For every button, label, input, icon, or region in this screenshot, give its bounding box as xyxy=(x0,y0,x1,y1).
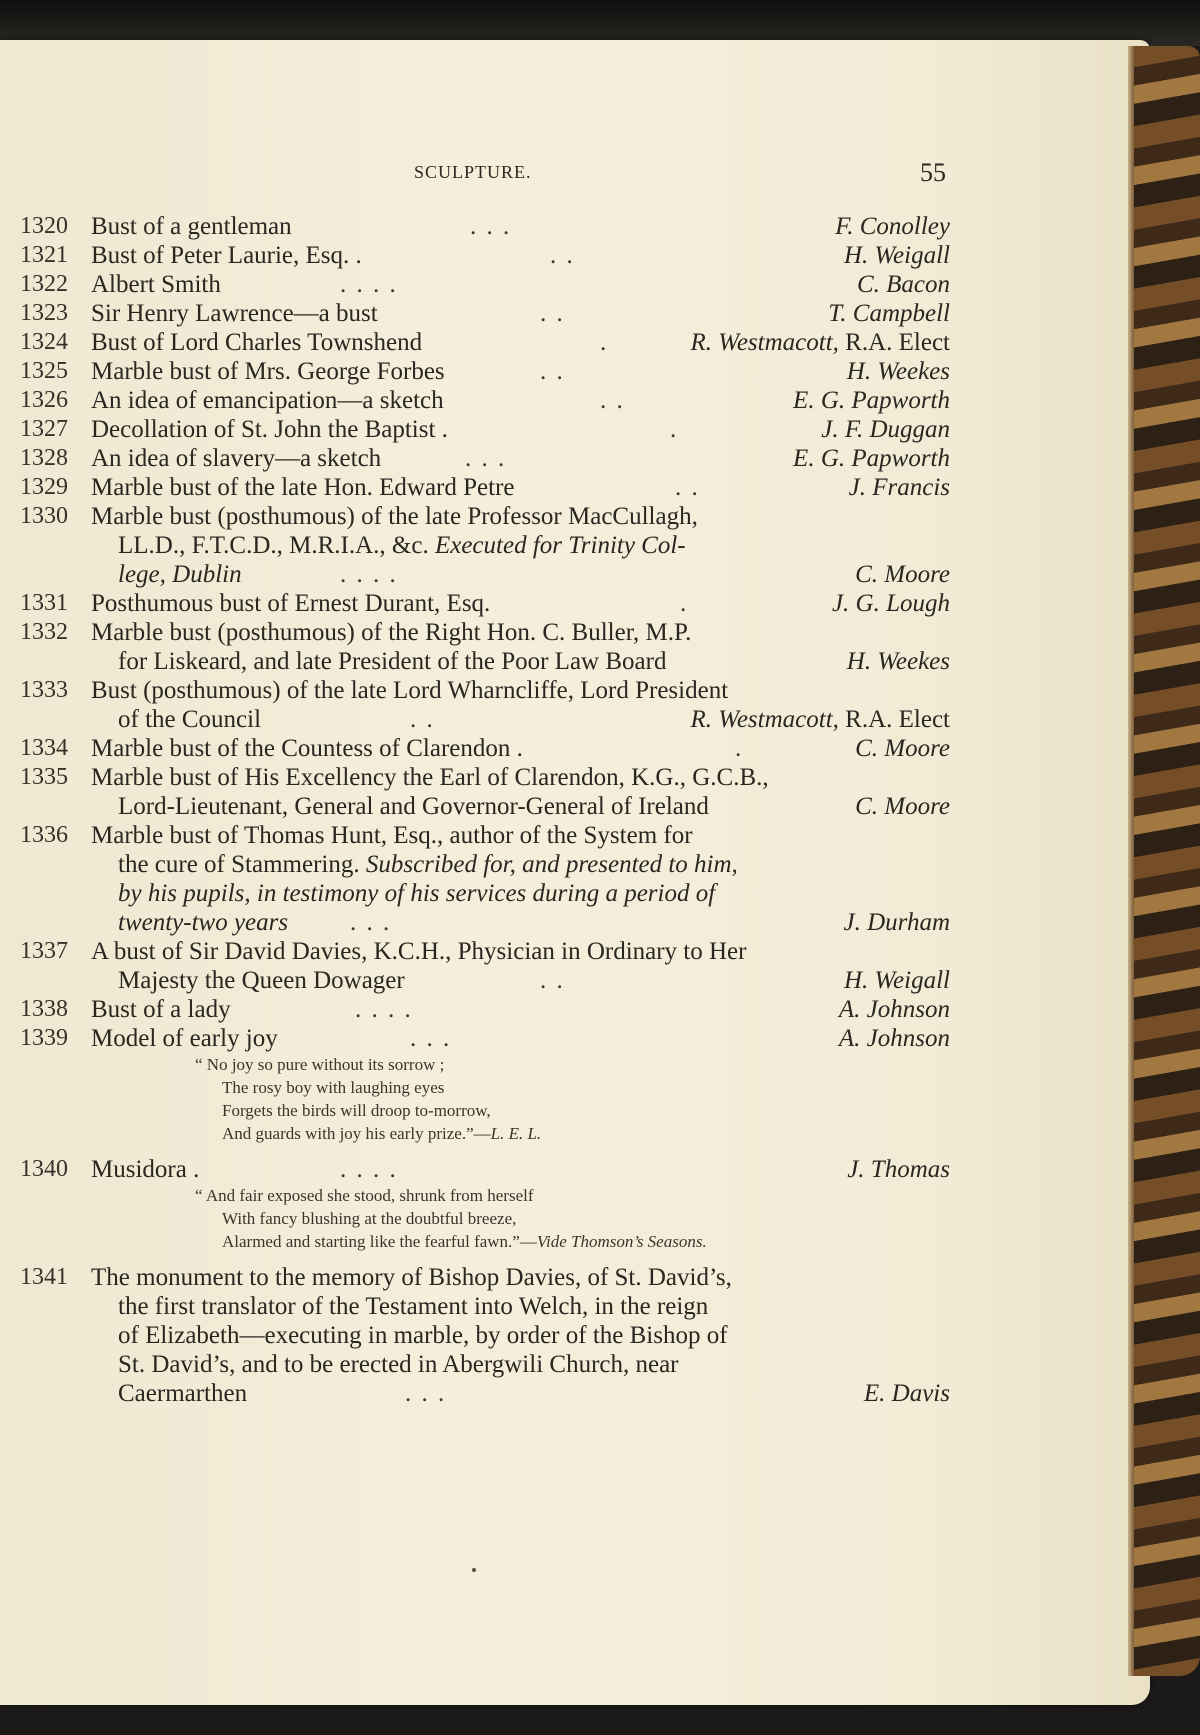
entry-text: A bust of Sir David Davies, K.C.H., Physician in Ordinary to Her xyxy=(91,938,747,965)
verse-line xyxy=(0,1099,1150,1122)
verse-line xyxy=(0,1122,1150,1145)
entry-line xyxy=(0,473,1150,502)
dot-leaders: . xyxy=(600,329,609,356)
artist-name xyxy=(844,908,950,937)
dot-leaders: . xyxy=(735,735,744,762)
entry-line xyxy=(0,1292,1150,1321)
catalogue-number: 1341 xyxy=(20,1264,68,1290)
artist-italic: C. Moore xyxy=(855,735,950,762)
artist-italic: J. G. Lough xyxy=(831,590,950,617)
entry-line xyxy=(0,444,1150,473)
verse-text: And guards with joy his early prize.”—L. E. L. xyxy=(222,1124,542,1143)
entry-line xyxy=(0,647,1150,676)
artist-name xyxy=(855,560,950,589)
artist-name xyxy=(857,270,950,299)
entry-line xyxy=(0,1024,1150,1053)
dot-leaders: . . . xyxy=(405,1380,447,1407)
entry-text: of the Council xyxy=(118,706,262,733)
catalogue-number: 1335 xyxy=(20,764,68,790)
entry-text: An idea of slavery—a sketch xyxy=(91,445,382,472)
catalogue-number: 1334 xyxy=(20,735,68,761)
dot-leaders: . . xyxy=(600,387,625,414)
entry-line xyxy=(0,1321,1150,1350)
dot-leaders: . . . xyxy=(350,909,392,936)
dot-leaders: . . xyxy=(675,474,700,501)
dot-leaders: . . xyxy=(540,300,565,327)
verse-attribution: Vide Thomson’s Seasons. xyxy=(536,1232,707,1251)
entry-line xyxy=(0,1350,1150,1379)
entry-text: Posthumous bust of Ernest Durant, Esq. xyxy=(91,590,491,617)
entry-line xyxy=(0,357,1150,386)
catalogue-number: 1321 xyxy=(20,242,68,268)
entry-line xyxy=(0,734,1150,763)
entry-line xyxy=(0,995,1150,1024)
entry-text: Marble bust of the late Hon. Edward Petre xyxy=(91,474,515,501)
entry-line xyxy=(0,821,1150,850)
artist-italic: F. Conolley xyxy=(835,213,950,240)
dot-leaders: . . . xyxy=(465,445,507,472)
catalogue-number: 1327 xyxy=(20,416,68,442)
artist-italic: J. F. Duggan xyxy=(821,416,950,443)
artist-italic: R. Westmacott, xyxy=(690,329,839,356)
artist-italic: R. Westmacott, xyxy=(690,706,839,733)
catalogue-number: 1323 xyxy=(20,300,68,326)
artist-italic: J. Francis xyxy=(848,474,950,501)
ink-speck xyxy=(472,1568,476,1572)
artist-italic: E. G. Papworth xyxy=(793,445,950,472)
entry-text xyxy=(118,560,242,589)
verse-line xyxy=(0,1076,1150,1099)
artist-name xyxy=(844,966,950,995)
artist-name xyxy=(839,995,950,1024)
verse-attribution: L. E. L. xyxy=(490,1124,542,1143)
catalogue-number: 1320 xyxy=(20,213,68,239)
entry-line xyxy=(0,705,1150,734)
catalogue-number: 1330 xyxy=(20,503,68,529)
entry-text: the first translator of the Testament into Welch, in the reign xyxy=(118,1293,709,1320)
dot-leaders: . . . xyxy=(470,213,512,240)
verse-text: “ No joy so pure without its sorrow ; xyxy=(195,1055,445,1074)
artist-italic: J. Durham xyxy=(843,909,950,936)
entry-line xyxy=(0,618,1150,647)
dot-leaders: . xyxy=(680,590,689,617)
catalogue-number: 1324 xyxy=(20,329,68,355)
entry-text: Bust (posthumous) of the late Lord Wharncliffe, Lord President xyxy=(91,677,729,704)
entry-line xyxy=(0,879,1150,908)
italic-text: Executed for Trinity Col- xyxy=(428,532,686,559)
artist-name xyxy=(691,705,950,734)
dot-leaders: . . xyxy=(410,706,435,733)
artist-name xyxy=(849,473,950,502)
catalogue-number: 1326 xyxy=(20,387,68,413)
dot-leaders: . . . . xyxy=(340,1156,398,1183)
artist-name xyxy=(864,1379,950,1408)
entry-text: Marble bust (posthumous) of the Right Hon. C. Buller, M.P. xyxy=(91,619,692,646)
verse-text: With fancy blushing at the doubtful breeze, xyxy=(222,1209,517,1228)
entry-line xyxy=(0,502,1150,531)
entry-text: Marble bust (posthumous) of the late Professor MacCullagh, xyxy=(91,503,698,530)
catalogue-number: 1333 xyxy=(20,677,68,703)
artist-italic: A. Johnson xyxy=(838,996,950,1023)
entry-text: Bust of Lord Charles Townshend xyxy=(91,329,423,356)
entry-text: Marble bust of Mrs. George Forbes xyxy=(91,358,445,385)
entry-line xyxy=(0,299,1150,328)
entry-line xyxy=(0,328,1150,357)
artist-name xyxy=(847,357,950,386)
entry-line xyxy=(0,763,1150,792)
artist-italic: H. Weigall xyxy=(843,242,950,269)
entry-text: Bust of Peter Laurie, Esq. . xyxy=(91,242,362,269)
catalogue-number: 1332 xyxy=(20,619,68,645)
verse-line xyxy=(0,1207,1150,1230)
artist-name xyxy=(839,1024,950,1053)
artist-italic: A. Johnson xyxy=(838,1025,950,1052)
entry-line xyxy=(0,937,1150,966)
page-number: 55 xyxy=(920,158,946,187)
entry-line xyxy=(0,966,1150,995)
catalogue-number: 1336 xyxy=(20,822,68,848)
entry-text: Decollation of St. John the Baptist . xyxy=(91,416,448,443)
entry-text: Bust of a gentleman xyxy=(91,213,292,240)
catalogue-number: 1322 xyxy=(20,271,68,297)
entry-line xyxy=(0,386,1150,415)
entry-text: Marble bust of His Excellency the Earl of Clarendon, K.G., G.C.B., xyxy=(91,764,769,791)
entry-text: Musidora . xyxy=(91,1156,200,1183)
artist-name xyxy=(793,444,950,473)
dot-leaders: . . . xyxy=(410,1025,452,1052)
entry-text: Majesty the Queen Dowager xyxy=(118,967,405,994)
artist-name xyxy=(691,328,950,357)
entry-text: the cure of Stammering. Subscribed for, and presented to him, xyxy=(118,851,738,878)
artist-name xyxy=(832,589,950,618)
artist-name xyxy=(821,415,950,444)
italic-text: twenty-two years xyxy=(118,909,289,936)
artist-italic: H. Weigall xyxy=(843,967,950,994)
entry-text: LL.D., F.T.C.D., M.R.I.A., &c. Executed for Trinity Col- xyxy=(118,532,686,559)
dot-leaders: . . . . xyxy=(355,996,413,1023)
entry-text: Bust of a lady xyxy=(91,996,231,1023)
dot-leaders: . . xyxy=(540,967,565,994)
dot-leaders: . xyxy=(670,416,679,443)
catalogue-number: 1329 xyxy=(20,474,68,500)
dot-leaders: . . . . xyxy=(340,561,398,588)
entry-text: Caermarthen xyxy=(118,1380,248,1407)
catalogue-number: 1328 xyxy=(20,445,68,471)
entry-text: St. David’s, and to be erected in Abergwili Church, near xyxy=(118,1351,679,1378)
artist-name xyxy=(793,386,950,415)
spacer xyxy=(0,1145,1150,1155)
entry-text: Albert Smith xyxy=(91,271,221,298)
entry-text: Sir Henry Lawrence—a bust xyxy=(91,300,378,327)
verse-line xyxy=(0,1184,1150,1207)
artist-suffix: R.A. Elect xyxy=(838,706,950,733)
entry-text: An idea of emancipation—a sketch xyxy=(91,387,444,414)
entry-text: for Liskeard, and late President of the Poor Law Board xyxy=(118,648,667,675)
catalogue-number: 1337 xyxy=(20,938,68,964)
artist-italic: C. Moore xyxy=(855,561,950,588)
artist-suffix: R.A. Elect xyxy=(838,329,950,356)
entry-text: Model of early joy xyxy=(91,1025,278,1052)
entry-line xyxy=(0,1263,1150,1292)
verse-text: Alarmed and starting like the fearful fawn.”—Vide Thomson’s Seasons. xyxy=(222,1232,707,1251)
italic-text: by his pupils, in testimony of his services during a period of xyxy=(118,880,716,907)
italic-text: Subscribed for, and presented to him, xyxy=(359,851,738,878)
artist-italic: T. Campbell xyxy=(828,300,950,327)
dot-leaders: . . xyxy=(550,242,575,269)
artist-italic: C. Bacon xyxy=(856,271,950,298)
artist-italic: C. Moore xyxy=(855,793,950,820)
catalogue-number: 1338 xyxy=(20,996,68,1022)
catalogue-number: 1331 xyxy=(20,590,68,616)
entry-text: Marble bust of the Countess of Clarendon . xyxy=(91,735,523,762)
entry-text: of Elizabeth—executing in marble, by order of the Bishop of xyxy=(118,1322,728,1349)
dot-leaders: . . . . xyxy=(340,271,398,298)
running-title: SCULPTURE. xyxy=(414,162,532,182)
artist-name xyxy=(847,647,950,676)
artist-name xyxy=(835,212,950,241)
entry-line xyxy=(0,850,1150,879)
artist-italic: J. Thomas xyxy=(847,1156,950,1183)
artist-italic: E. Davis xyxy=(863,1380,950,1407)
artist-name xyxy=(828,299,950,328)
italic-text: lege, Dublin xyxy=(118,561,242,588)
entry-line xyxy=(0,415,1150,444)
entry-line xyxy=(0,531,1150,560)
catalogue-number: 1325 xyxy=(20,358,68,384)
entry-text: Lord-Lieutenant, General and Governor-General of Ireland xyxy=(118,793,709,820)
verse-line xyxy=(0,1230,1150,1253)
verse-line xyxy=(0,1053,1150,1076)
verse-text: “ And fair exposed she stood, shrunk from herself xyxy=(195,1186,534,1205)
entry-line xyxy=(0,1379,1150,1408)
verse-text: Forgets the birds will droop to-morrow, xyxy=(222,1101,491,1120)
artist-name xyxy=(847,1155,950,1184)
catalogue-number: 1339 xyxy=(20,1025,68,1051)
artist-name xyxy=(844,241,950,270)
entry-line xyxy=(0,792,1150,821)
entry-text xyxy=(118,879,715,908)
spacer xyxy=(0,1253,1150,1263)
entry-text: The monument to the memory of Bishop Davies, of St. David’s, xyxy=(91,1264,732,1291)
entry-line xyxy=(0,560,1150,589)
verse-text: The rosy boy with laughing eyes xyxy=(222,1078,445,1097)
entry-line xyxy=(0,908,1150,937)
entry-line xyxy=(0,676,1150,705)
entry-line xyxy=(0,212,1150,241)
entry-line xyxy=(0,589,1150,618)
catalogue-entries xyxy=(0,212,1150,1408)
artist-italic: H. Weekes xyxy=(846,358,950,385)
artist-italic: H. Weekes xyxy=(846,648,950,675)
artist-italic: E. G. Papworth xyxy=(793,387,950,414)
entry-line xyxy=(0,270,1150,299)
entry-text xyxy=(118,908,288,937)
dot-leaders: . . xyxy=(540,358,565,385)
catalogue-number: 1340 xyxy=(20,1156,68,1182)
entry-line xyxy=(0,241,1150,270)
entry-text: Marble bust of Thomas Hunt, Esq., author of the System for xyxy=(91,822,693,849)
artist-name xyxy=(855,792,950,821)
artist-name xyxy=(855,734,950,763)
entry-line xyxy=(0,1155,1150,1184)
running-head xyxy=(0,158,1150,192)
